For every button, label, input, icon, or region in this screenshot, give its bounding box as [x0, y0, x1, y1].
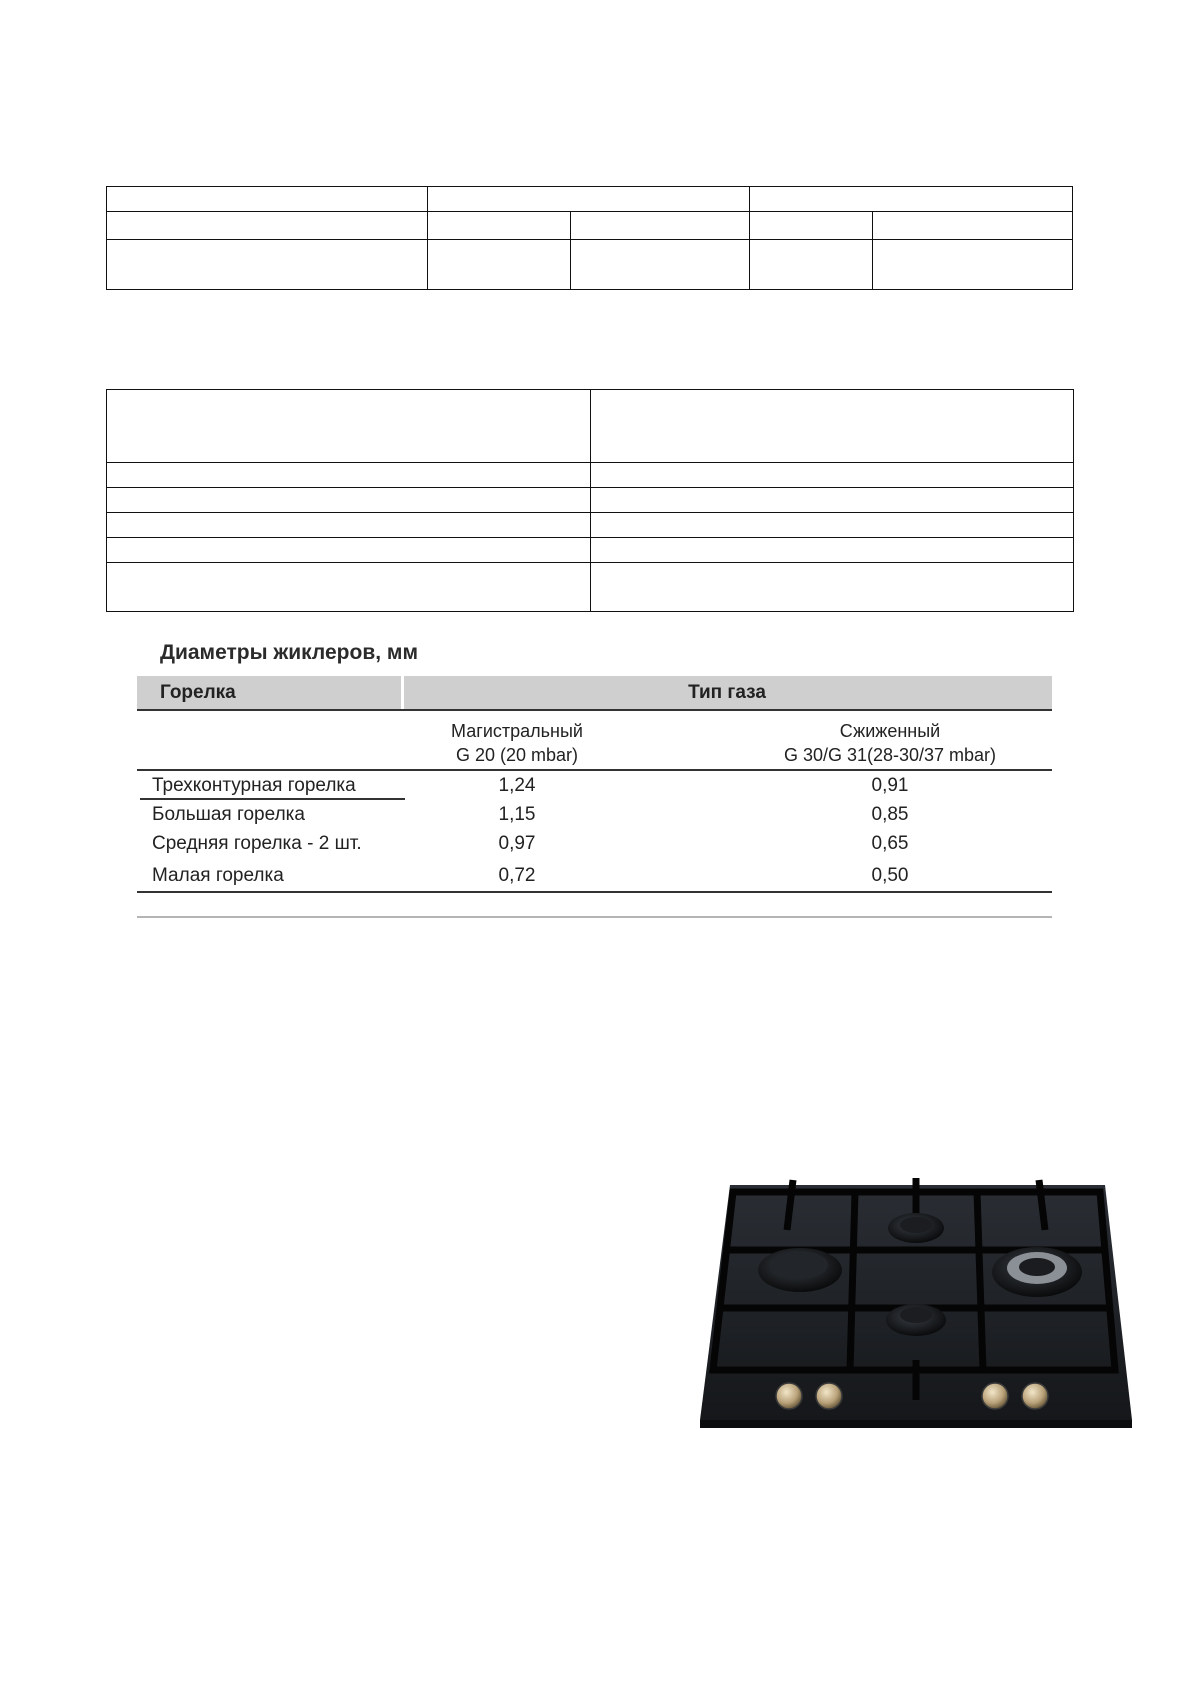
empty-cell	[873, 212, 1073, 240]
empty-cell	[591, 563, 1074, 612]
empty-cell	[750, 187, 1073, 212]
empty-cell	[107, 390, 591, 463]
hob-edge	[700, 1420, 1132, 1428]
natural-value: 1,15	[498, 804, 536, 825]
natural-value: 0,97	[498, 833, 536, 854]
burner-name: Трехконтурная горелка	[152, 775, 356, 796]
liquefied-gas-label: Сжиженный	[839, 721, 941, 741]
jet-table-title: Диаметры жиклеров, мм	[160, 641, 418, 664]
empty-cell	[428, 240, 571, 290]
natural-value: 1,24	[498, 775, 536, 796]
empty-cell	[591, 538, 1074, 563]
table-row	[137, 861, 1052, 890]
table-row	[137, 829, 1052, 858]
empty-cell	[591, 463, 1074, 488]
natural-gas-pressure: G 20 (20 mbar)	[455, 745, 579, 765]
empty-cell	[571, 240, 750, 290]
table-header	[137, 676, 1052, 711]
header-gas-type: Тип газа	[688, 682, 766, 703]
jet-diameter-table	[137, 676, 1052, 886]
burner-name: Средняя горелка - 2 шт.	[152, 833, 362, 854]
empty-cell	[750, 212, 873, 240]
liquefied-gas-column	[740, 719, 1040, 767]
empty-cell	[591, 390, 1074, 463]
knob-icon	[776, 1383, 802, 1409]
empty-cell	[107, 513, 591, 538]
empty-cell	[107, 212, 428, 240]
empty-cell	[591, 513, 1074, 538]
empty-cell	[428, 187, 750, 212]
empty-cell	[107, 463, 591, 488]
empty-cell	[107, 187, 428, 212]
empty-cell	[107, 488, 591, 513]
burner-name: Малая горелка	[152, 865, 284, 886]
table-footer-rule	[137, 916, 1052, 918]
empty-table-middle	[106, 389, 1074, 612]
burner-name: Большая горелка	[152, 804, 305, 825]
liquefied-value: 0,91	[871, 775, 909, 796]
liquefied-value: 0,50	[871, 865, 909, 886]
table-row	[137, 800, 1052, 829]
table-bottom-rule	[137, 891, 1052, 893]
empty-cell	[107, 240, 428, 290]
liquefied-value: 0,85	[871, 804, 909, 825]
gas-hob-photo	[695, 1170, 1135, 1430]
knob-icon	[1022, 1383, 1048, 1409]
liquefied-value: 0,65	[871, 833, 909, 854]
empty-table-top	[106, 186, 1073, 290]
natural-gas-label: Магистральный	[451, 721, 583, 741]
empty-cell	[591, 488, 1074, 513]
header-burner: Горелка	[160, 682, 236, 703]
empty-cell	[107, 563, 591, 612]
liquefied-gas-pressure: G 30/G 31(28-30/37 mbar)	[783, 745, 997, 765]
empty-cell	[571, 212, 750, 240]
table-row	[137, 771, 1052, 800]
knob-icon	[816, 1383, 842, 1409]
empty-cell	[428, 212, 571, 240]
empty-cell	[873, 240, 1073, 290]
empty-cell	[107, 538, 591, 563]
empty-cell	[750, 240, 873, 290]
knob-icon	[982, 1383, 1008, 1409]
natural-gas-column	[427, 719, 607, 767]
table-subheader	[137, 711, 1052, 771]
natural-value: 0,72	[498, 865, 536, 886]
